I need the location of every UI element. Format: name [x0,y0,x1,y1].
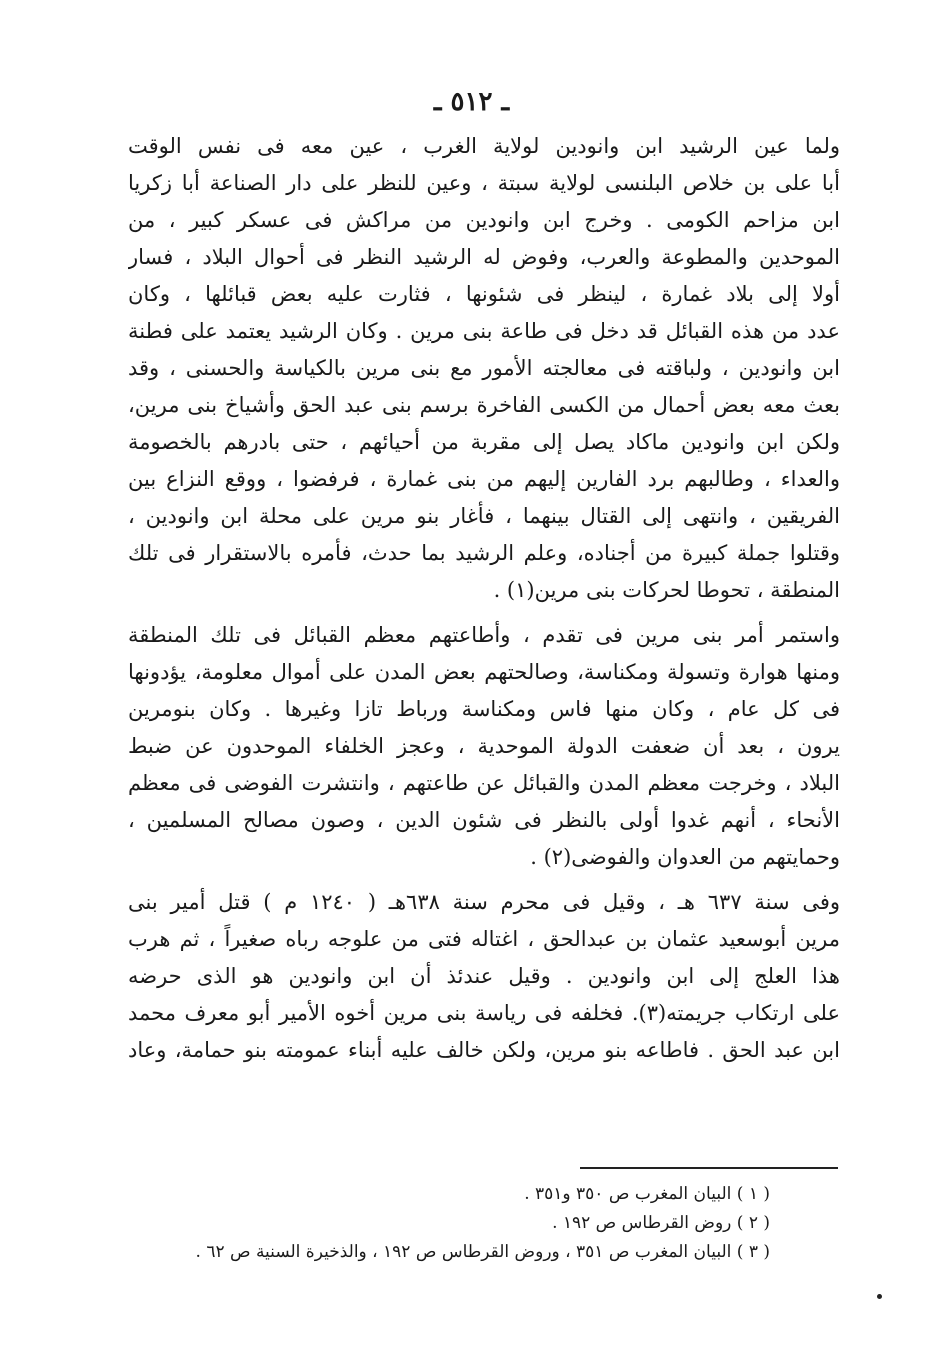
text-line: البلاد ، وخرجت معظم المدن والقبائل عن طاعتهم ، وانتشرت الفوضى فى معظم [128,771,840,795]
text-line: هذا العلج إلى ابن وانودين . وقيل عندئذ أن ابن وانودين هو الذى حرضه [128,964,840,988]
text-line: على ارتكاب جريمته(٣). فخلفه فى رياسة بنى مرين أخوه الأمير أبو معرف محمد [128,1001,840,1025]
paragraph-spacer [128,876,840,884]
text-line: الموحدين والمطوعة والعرب، وفوض له الرشيد النظر فى أحوال البلاد ، فسار [128,245,840,269]
text-line: ابن وانودين ، ولباقته فى معالجته الأمور مع بنى مرين بالكياسة والحسنى ، وقد [128,356,840,380]
paragraph-1 [128,128,840,609]
text-line: فى كل عام ، وكان منها فاس ومكناسة ورباط تازا وغيرها . وكان بنومرين [128,697,840,721]
text-line: ولما عين الرشيد ابن وانودين لولاية الغرب ، عين معه فى نفس الوقت [128,134,840,158]
text-line: عدد من هذه القبائل قد دخل فى طاعة بنى مرين . وكان الرشيد يعتمد على فطنة [128,319,840,343]
ink-dot [877,1294,882,1299]
text-line: أولا إلى بلاد غمارة ، لينظر فى شئونها ، فثارت عليه بعض قبائلها ، وكان [128,282,840,306]
text-line: ابن عبد الحق . فاطاعه بنو مرين، ولكن خالف عليه أبناء عمومته بنو حمامة، وعاد [128,1038,840,1062]
text-line: الفريقين ، وانتهى إلى القتال بينهما ، فأغار بنو مرين على محلة ابن وانودين ، [128,504,840,528]
text-line: الأنحاء ، أنهم غدوا أولى بالنظر فى شئون الدين ، وصون مصالح المسلمين ، [128,808,840,832]
text-line: وفى سنة ٦٣٧ هـ ، وقيل فى محرم سنة ٦٣٨هـ ( ١٢٤٠ م ) قتل أمير بنى [128,890,840,914]
text-line: يرون ، بعد أن ضعفت الدولة الموحدية ، وعجز الخلفاء الموحدون عن ضبط [128,734,840,758]
paragraph-2 [128,617,840,876]
footnote-3: ( ٣ ) البيان المغرب ص ٣٥١ ، وروض القرطاس ص ١٩٢ ، والذخيرة السنية ص ٦٢ . [195,1242,770,1262]
footnote-separator [580,1167,838,1169]
text-line: مرين أبوسعيد عثمان بن عبدالحق ، اغتاله فتى من علوجه رباه صغيراً ، ثم هرب [128,927,840,951]
page-number: ـ ٥١٢ ـ [433,87,510,117]
text-line: وقتلوا جملة كبيرة من أجناده، وعلم الرشيد بما حدث، فأمره بالاستقرار فى تلك [128,541,840,565]
text-line: أبا على بن خلاص البلنسى لولاية سبتة ، وعين للنظر على دار الصناعة أبا زكريا [128,171,840,195]
text-line: المنطقة ، تحوطا لحركات بنى مرين(١) . [493,578,840,602]
footnote-2: ( ٢ ) روض القرطاس ص ١٩٢ . [552,1213,770,1233]
paragraph-3 [128,884,840,1069]
footnote-1: ( ١ ) البيان المغرب ص ٣٥٠ و٣٥١ . [524,1184,770,1204]
text-line: بعث معه بعض أحمال من الكسى الفاخرة برسم بنى عبد الحق وأشياخ بنى مرين، [128,393,840,417]
text-line: وحمايتهم من العدوان والفوضى(٢) . [530,845,840,869]
text-line: ابن مزاحم الكومى . وخرج ابن وانودين من مراكش فى عسكر كبير ، من [128,208,840,232]
text-line: ومنها هوارة وتسولة ومكناسة، وصالحتهم بعض المدن على أموال معلومة، يؤدونها [128,660,840,684]
body-text [128,128,840,1069]
footnotes [100,1180,770,1267]
text-line: ولكن ابن وانودين ماكاد يصل إلى مقربة من أحيائهم ، حتى بادرهم بالخصومة [128,430,840,454]
paragraph-spacer [128,609,840,617]
text-line: واستمر أمر بنى مرين فى تقدم ، وأطاعتهم معظم القبائل فى تلك المنطقة [128,623,840,647]
text-line: والعداء ، وطالبهم برد الفارين إليهم من بنى غمارة ، فرفضوا ، ووقع النزاع بين [128,467,840,491]
